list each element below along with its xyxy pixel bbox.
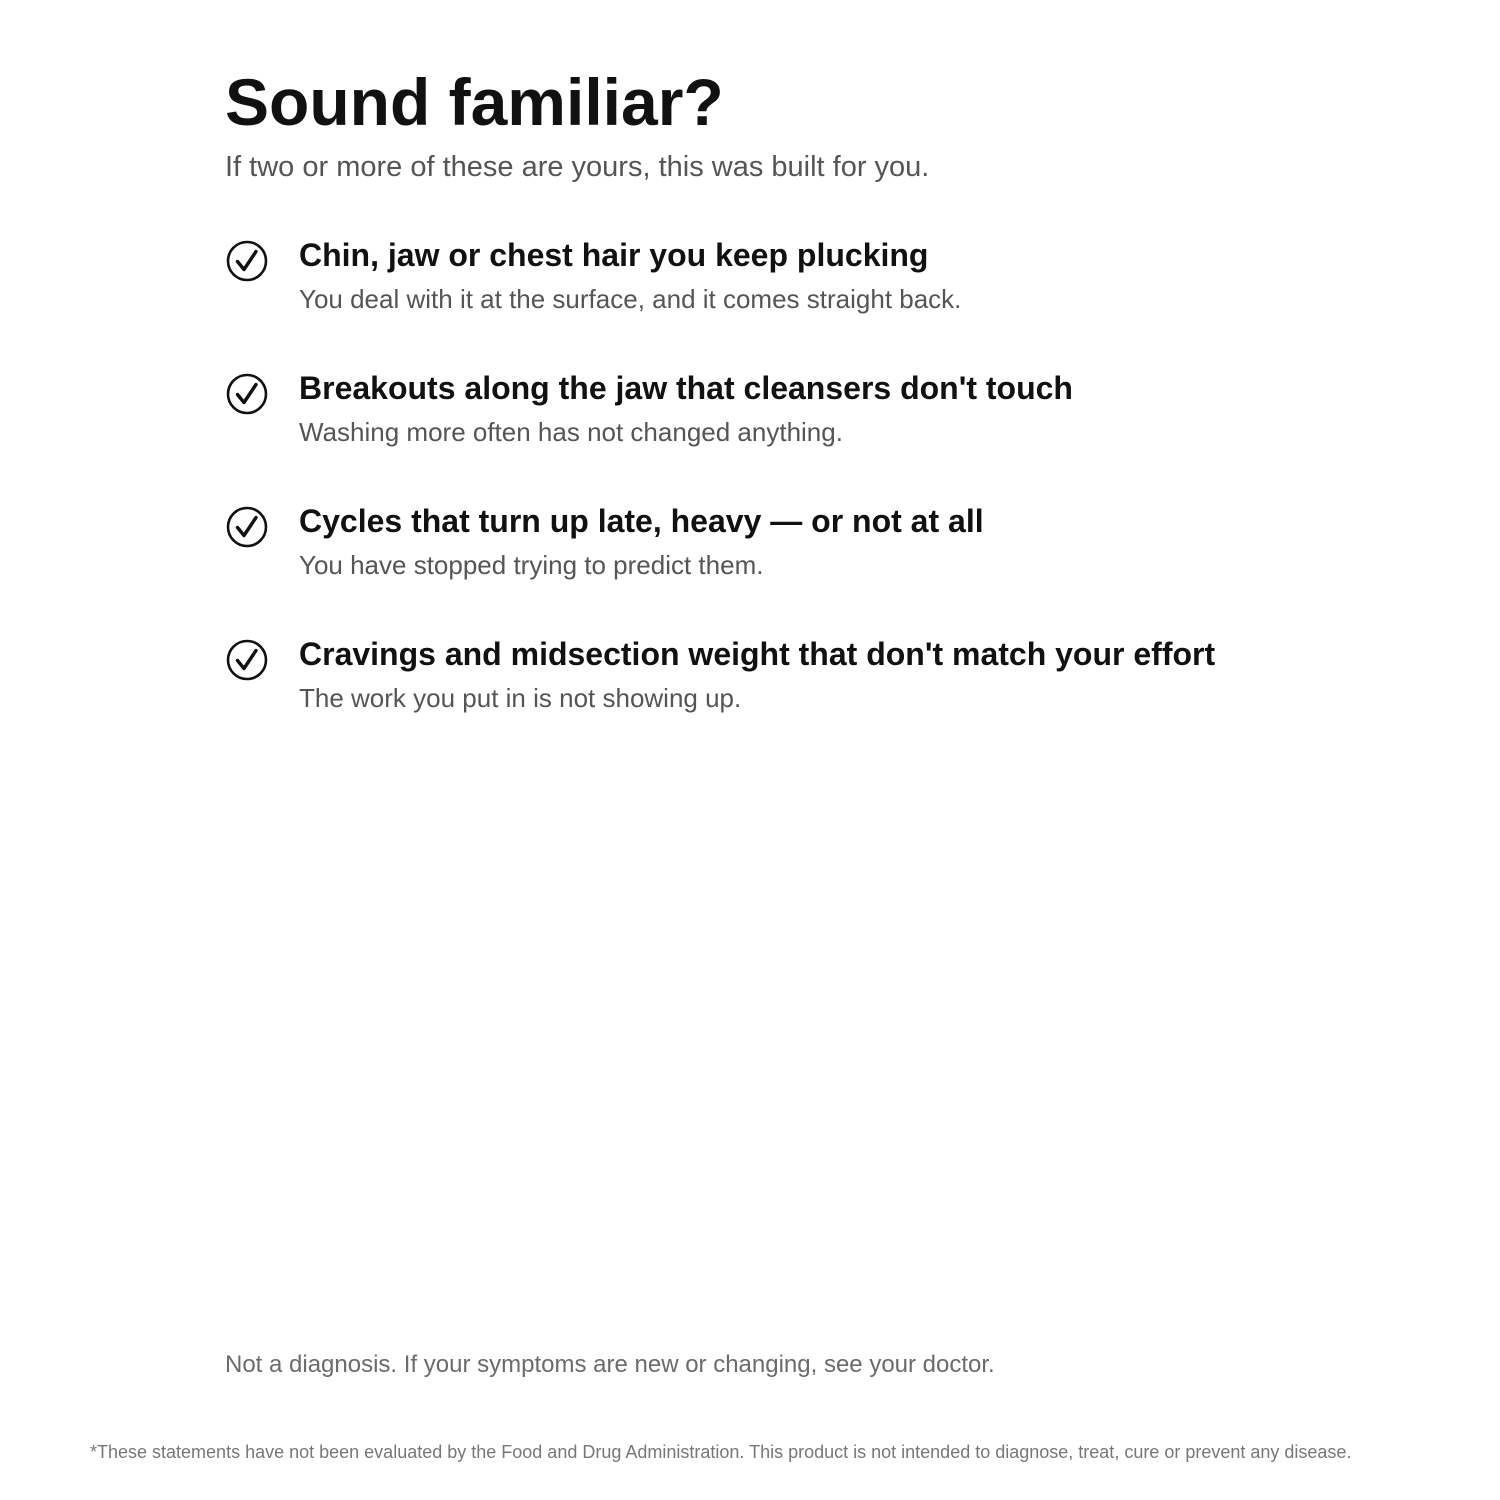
list-item-text — [299, 635, 1375, 714]
diagnosis-note: Not a diagnosis. If your symptoms are new or changing, see your doctor. — [225, 1351, 995, 1378]
list-item-title: Cycles that turn up late, heavy — or not at all — [299, 503, 984, 539]
list-item-title: Breakouts along the jaw that cleansers don't touch — [299, 370, 1073, 406]
list-item — [225, 236, 1375, 315]
check-circle-icon — [225, 372, 269, 416]
list-item — [225, 369, 1375, 448]
list-item-description: The work you put in is not showing up. — [299, 683, 742, 713]
symptom-checklist — [225, 236, 1375, 714]
page-subtitle: If two or more of these are yours, this was built for you. — [225, 151, 930, 183]
check-circle-icon — [225, 638, 269, 682]
list-item-text — [299, 502, 1375, 581]
list-item-description: You have stopped trying to predict them. — [299, 550, 764, 580]
fda-disclaimer: *These statements have not been evaluated by the Food and Drug Administration. This product is not intended to diagnose, treat, cure or prevent any disease. — [90, 1442, 1352, 1462]
list-item-text — [299, 369, 1375, 448]
list-item-description: Washing more often has not changed anything. — [299, 417, 843, 447]
page-title: Sound familiar? — [225, 65, 724, 139]
list-item-title: Cravings and midsection weight that don't match your effort — [299, 636, 1216, 672]
check-circle-icon — [225, 505, 269, 549]
list-item — [225, 635, 1375, 714]
list-item-title: Chin, jaw or chest hair you keep plucking — [299, 237, 929, 273]
list-item-description: You deal with it at the surface, and it comes straight back. — [299, 284, 962, 314]
main-content — [225, 64, 1375, 768]
list-item — [225, 502, 1375, 581]
list-item-text — [299, 236, 1375, 315]
check-circle-icon — [225, 239, 269, 283]
